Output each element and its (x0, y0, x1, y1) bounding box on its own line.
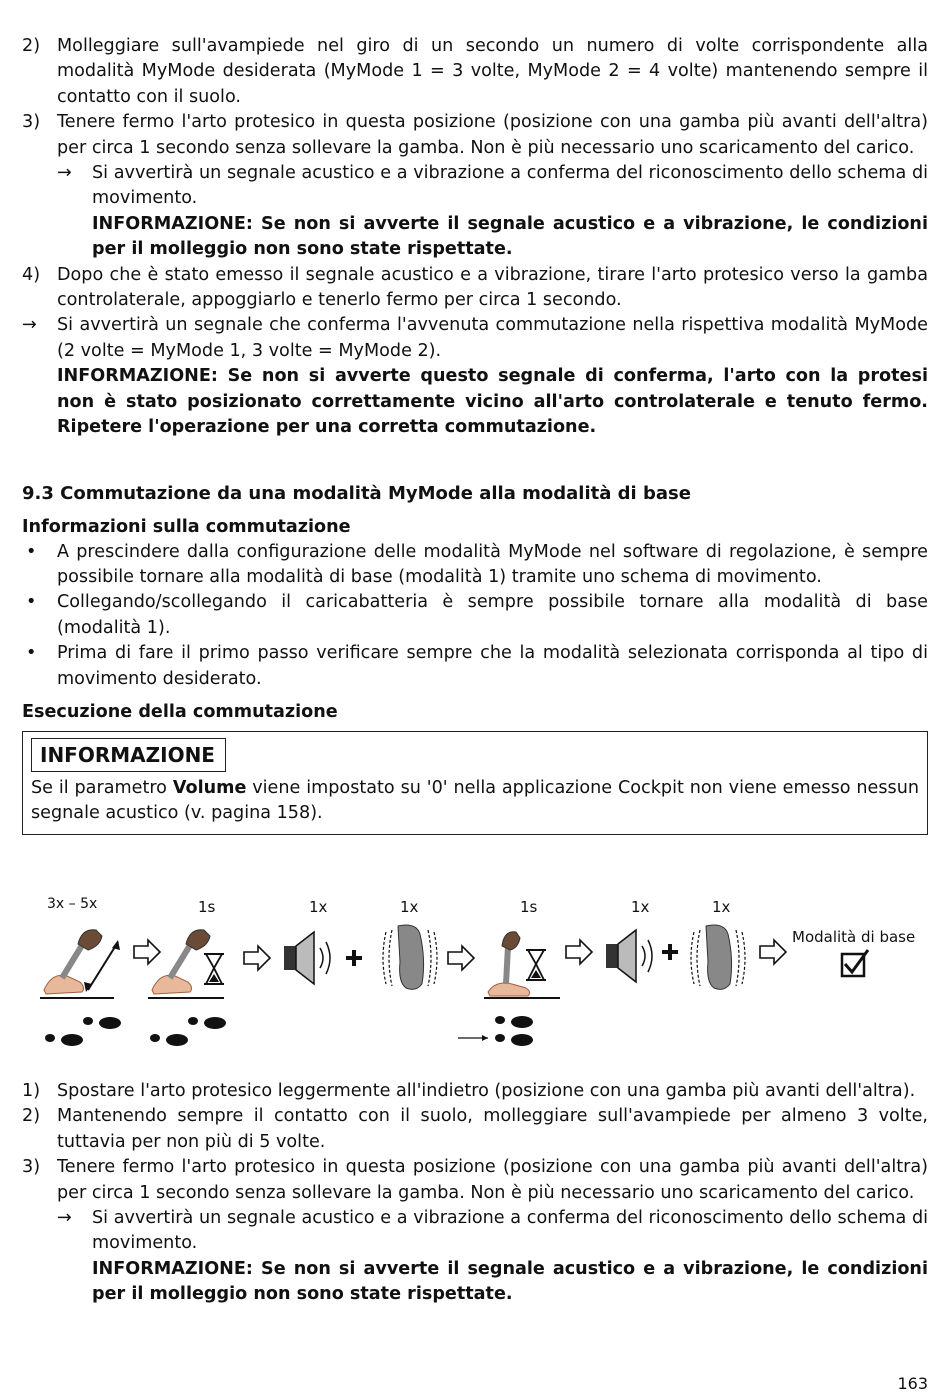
arrow-icon: → (57, 1208, 72, 1229)
arrow-right-icon (134, 940, 160, 964)
step-4 (22, 263, 928, 314)
prosthesis-bounce-icon (40, 930, 120, 998)
plus-icon (346, 950, 362, 966)
step-number: 3) (22, 112, 41, 133)
footprints-icon (150, 1017, 226, 1046)
figure-label: 1x (309, 898, 328, 916)
info-box (22, 731, 928, 835)
info-box-text (31, 776, 919, 827)
step-number: 3) (22, 1157, 41, 1178)
result-line (22, 161, 928, 212)
subheading: Esecuzione della commutazione (22, 701, 338, 722)
bullet-text: Prima di fare il primo passo verificare sempre che la modalità selezionata corrisponda al tipo di movimento desiderato. (57, 643, 928, 689)
figure-label: 1s (520, 898, 538, 916)
step-number: 1) (22, 1081, 41, 1101)
speaker-icon (606, 930, 652, 982)
arrow-right-icon (566, 940, 592, 964)
arrow-right-icon (244, 946, 270, 970)
step-text: Dopo che è stato emesso il segnale acustico e a vibrazione, tirare l'arto protesico verso la gamba controlaterale, appoggiarlo e tenerlo fermo per circa 1 secondo. (57, 264, 928, 311)
step-text: Spostare l'arto protesico leggermente all'indietro (posizione con una gamba più avanti dell'altra). (57, 1081, 916, 1101)
step-text: Molleggiare sull'avampiede nel giro di un secondo un numero di volte corrispondente alla modalità MyMode desiderata (MyMode 1 = 3 volte, MyMode 2 = 4 volte) mantenendo sempre il contatto con il suolo. (57, 36, 928, 107)
step-2 (22, 1104, 928, 1155)
vibration-icon (691, 925, 745, 989)
bullet-icon: • (26, 541, 37, 562)
figure-label: 1x (400, 898, 419, 916)
step-3 (22, 110, 928, 161)
end-mode-label: Modalità di base (792, 928, 916, 946)
step-text: Mantenendo sempre il contatto con il suolo, molleggiare sull'avampiede per almeno 3 volte, tuttavia per non più di 5 volte. (57, 1106, 928, 1152)
step-text: Tenere fermo l'arto protesico in questa posizione (posizione con una gamba più avanti dell'altra) per circa 1 secondo senza sollevare la gamba. Non è più necessario uno scaricamento del carico. (57, 1157, 928, 1203)
movement-sequence-figure (22, 890, 928, 1060)
checked-box-icon (842, 950, 868, 976)
step-3 (22, 1155, 928, 1206)
hourglass-icon (526, 950, 546, 980)
footprints-icon (45, 1017, 121, 1046)
arrow-icon: → (57, 163, 72, 184)
bullet-icon: • (26, 592, 37, 613)
figure-label: 3x – 5x (47, 896, 98, 912)
bullet-item (22, 590, 928, 641)
bullet-item (22, 540, 928, 591)
step-1 (22, 1079, 928, 1104)
info-note: INFORMAZIONE: Se non si avverte il segnale acustico e a vibrazione, le condizioni per il molleggio non sono state rispettate. (92, 1258, 928, 1305)
info-note: INFORMAZIONE: Se non si avverte questo segnale di conferma, l'arto con la protesi non è stato posizionato correttamente vicino all'arto controlaterale e tenuto fermo. Ripetere l'operazione per una corretta commutazione. (57, 366, 928, 438)
arrow-right-icon (448, 946, 474, 970)
prosthesis-together-icon (484, 932, 560, 998)
result-line (22, 313, 928, 364)
info-text-bold: Volume (172, 777, 247, 798)
bullet-text: A prescindere dalla configurazione delle modalità MyMode nel software di regolazione, è sempre possibile tornare alla modalità di base (modalità 1) tramite uno schema di movimento. (57, 541, 928, 587)
result-text: Si avvertirà un segnale acustico e a vibrazione a conferma del riconoscimento dello schema di movimento. (92, 1208, 928, 1254)
figure-graphics (22, 890, 928, 1060)
result-text: Si avvertirà un segnale acustico e a vibrazione a conferma del riconoscimento dello schema di movimento. (92, 163, 928, 209)
bullet-text: Collegando/scollegando il caricabatteria è sempre possibile tornare alla modalità di base (modalità 1). (57, 592, 928, 638)
step-2 (22, 34, 928, 110)
step-text: Tenere fermo l'arto protesico in questa posizione (posizione con una gamba più avanti dell'altra) per circa 1 secondo senza sollevare la gamba. Non è più necessario uno scaricamento del carico. (57, 112, 928, 158)
page-content (22, 34, 928, 835)
figure-label: 1x (712, 898, 731, 916)
section-title: 9.3 Commutazione da una modalità MyMode alla modalità di base (22, 482, 691, 504)
bottom-steps (22, 1079, 928, 1308)
bullet-item (22, 641, 928, 692)
arrow-right-icon (760, 940, 786, 964)
footprints-together-icon (458, 1016, 533, 1046)
info-note: INFORMAZIONE: Se non si avverte il segnale acustico e a vibrazione, le condizioni per il molleggio non sono state rispettate. (92, 213, 928, 260)
info-text-part: Se il parametro (31, 777, 173, 798)
speaker-icon (284, 932, 330, 984)
vibration-icon (383, 925, 437, 989)
figure-label: 1s (198, 898, 216, 916)
figure-label: 1x (631, 898, 650, 916)
result-text: Si avvertirà un segnale che conferma l'avvenuta commutazione nella rispettiva modalità MyMode (2 volte = MyMode 1, 3 volte = MyMode 2). (57, 315, 928, 361)
hourglass-icon (204, 954, 224, 984)
step-number: 4) (22, 264, 41, 285)
bullet-icon: • (26, 643, 37, 664)
arrow-icon: → (22, 315, 37, 336)
step-number: 2) (22, 1106, 41, 1127)
info-text-part: viene impostato su '0' nella applicazione Cockpit non viene emesso nessun segnale acustico (v. pagina 158). (31, 777, 919, 824)
result-line (22, 1206, 928, 1257)
subheading: Informazioni sulla commutazione (22, 516, 351, 537)
step-number: 2) (22, 36, 41, 56)
plus-icon (662, 944, 678, 960)
info-box-title: INFORMAZIONE (31, 738, 226, 772)
page-number: 163 (897, 1374, 928, 1393)
